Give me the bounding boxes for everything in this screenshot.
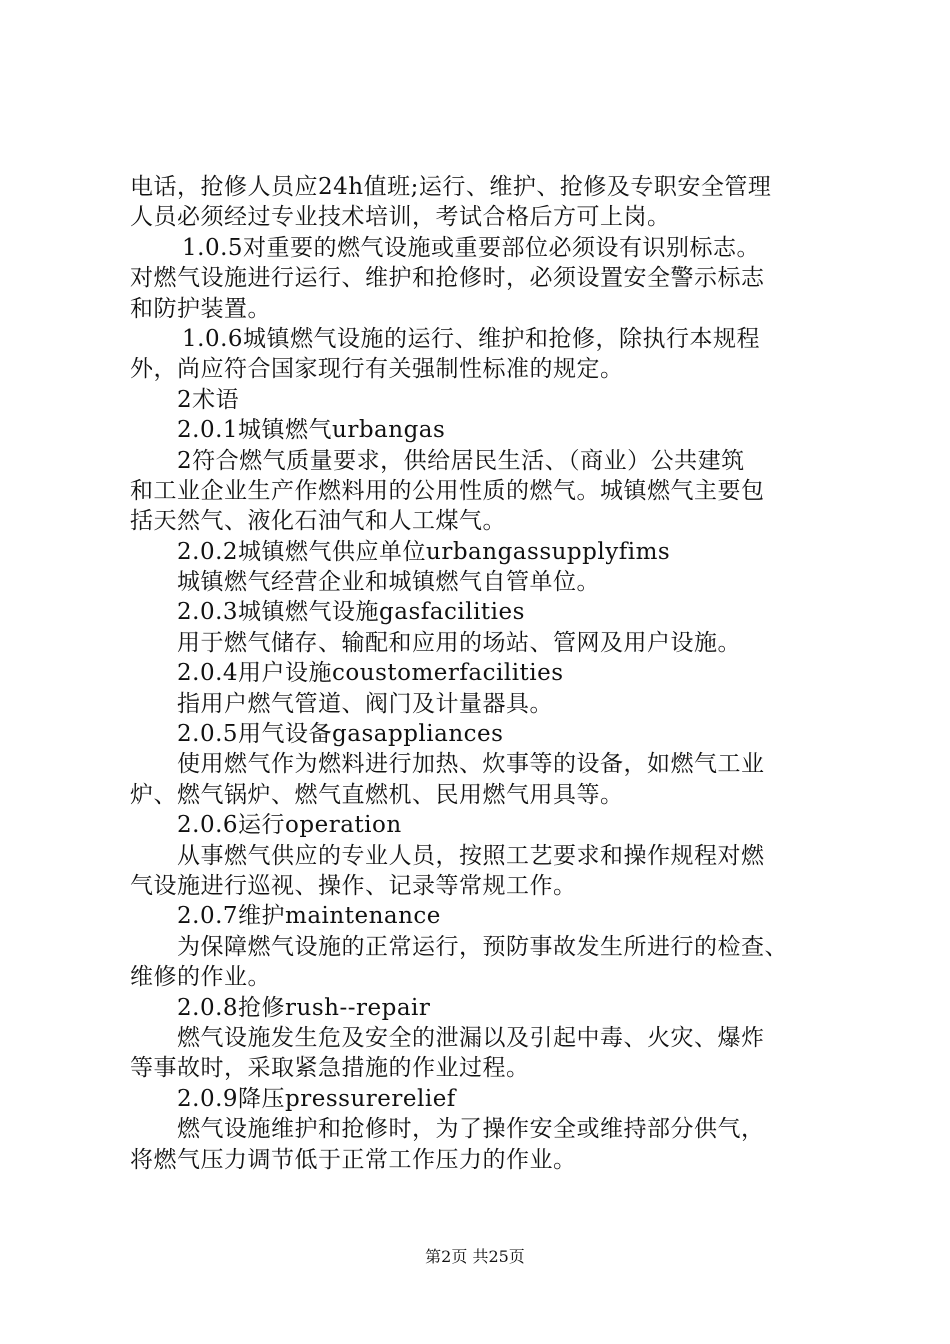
text-line: 2.0.3城镇燃气设施gasfacilities bbox=[177, 599, 525, 626]
text-line: 2符合燃气质量要求，供给居民生活、（商业）公共建筑 bbox=[177, 447, 745, 474]
text-line: 将燃气压力调节低于正常工作压力的作业。 bbox=[130, 1146, 577, 1173]
text-line: 2.0.8抢修rush--repair bbox=[177, 994, 431, 1021]
text-line: 对燃气设施进行运行、维护和抢修时，必须设置安全警示标志 bbox=[130, 265, 765, 292]
text-line: 2.0.1城镇燃气urbangas bbox=[177, 417, 446, 444]
text-line: 外，尚应符合国家现行有关强制性标准的规定。 bbox=[130, 356, 624, 383]
text-line: 2术语 bbox=[177, 386, 240, 413]
text-line: 2.0.7维护maintenance bbox=[177, 903, 441, 930]
text-line: 2.0.9降压pressurerelief bbox=[177, 1085, 456, 1112]
text-line: 从事燃气供应的专业人员，按照工艺要求和操作规程对燃 bbox=[177, 842, 765, 869]
text-line: 2.0.5用气设备gasappliances bbox=[177, 721, 504, 748]
page-footer: 第2页 共25页 bbox=[425, 1247, 525, 1266]
text-line: 1.0.6城镇燃气设施的运行、维护和抢修，除执行本规程 bbox=[182, 325, 761, 352]
text-line: 1.0.5对重要的燃气设施或重要部位必须设有识别标志。 bbox=[182, 234, 761, 261]
text-line: 人员必须经过专业技术培训，考试合格后方可上岗。 bbox=[130, 204, 671, 231]
text-line: 2.0.2城镇燃气供应单位urbangassupplyfims bbox=[177, 538, 671, 565]
text-line: 为保障燃气设施的正常运行，预防事故发生所进行的检查、 bbox=[177, 933, 788, 960]
text-line: 指用户燃气管道、阀门及计量器具。 bbox=[177, 690, 553, 717]
text-line: 使用燃气作为燃料进行加热、炊事等的设备，如燃气工业 bbox=[177, 751, 765, 778]
text-line: 电话，抢修人员应24h值班;运行、维护、抢修及专职安全管理 bbox=[130, 174, 772, 200]
document-body bbox=[130, 172, 850, 1175]
text-line: 和工业企业生产作燃料用的公用性质的燃气。城镇燃气主要包 bbox=[130, 477, 765, 504]
text-line: 2.0.4用户设施coustomerfacilities bbox=[177, 660, 564, 687]
text-line: 2.0.6运行operation bbox=[177, 812, 402, 839]
text-line: 括天然气、液化石油气和人工煤气。 bbox=[130, 508, 506, 535]
text-line: 维修的作业。 bbox=[130, 964, 271, 991]
text-line: 城镇燃气经营企业和城镇燃气自管单位。 bbox=[177, 569, 600, 596]
text-line: 和防护装置。 bbox=[130, 295, 271, 322]
text-line: 燃气设施维护和抢修时，为了操作安全或维持部分供气， bbox=[177, 1116, 765, 1143]
text-line: 炉、燃气锅炉、燃气直燃机、民用燃气用具等。 bbox=[130, 781, 624, 808]
text-line: 等事故时，采取紧急措施的作业过程。 bbox=[130, 1055, 530, 1082]
text-line: 用于燃气储存、输配和应用的场站、管网及用户设施。 bbox=[177, 629, 741, 656]
text-line: 气设施进行巡视、操作、记录等常规工作。 bbox=[130, 872, 577, 899]
text-line: 燃气设施发生危及安全的泄漏以及引起中毒、火灾、爆炸 bbox=[177, 1024, 765, 1051]
